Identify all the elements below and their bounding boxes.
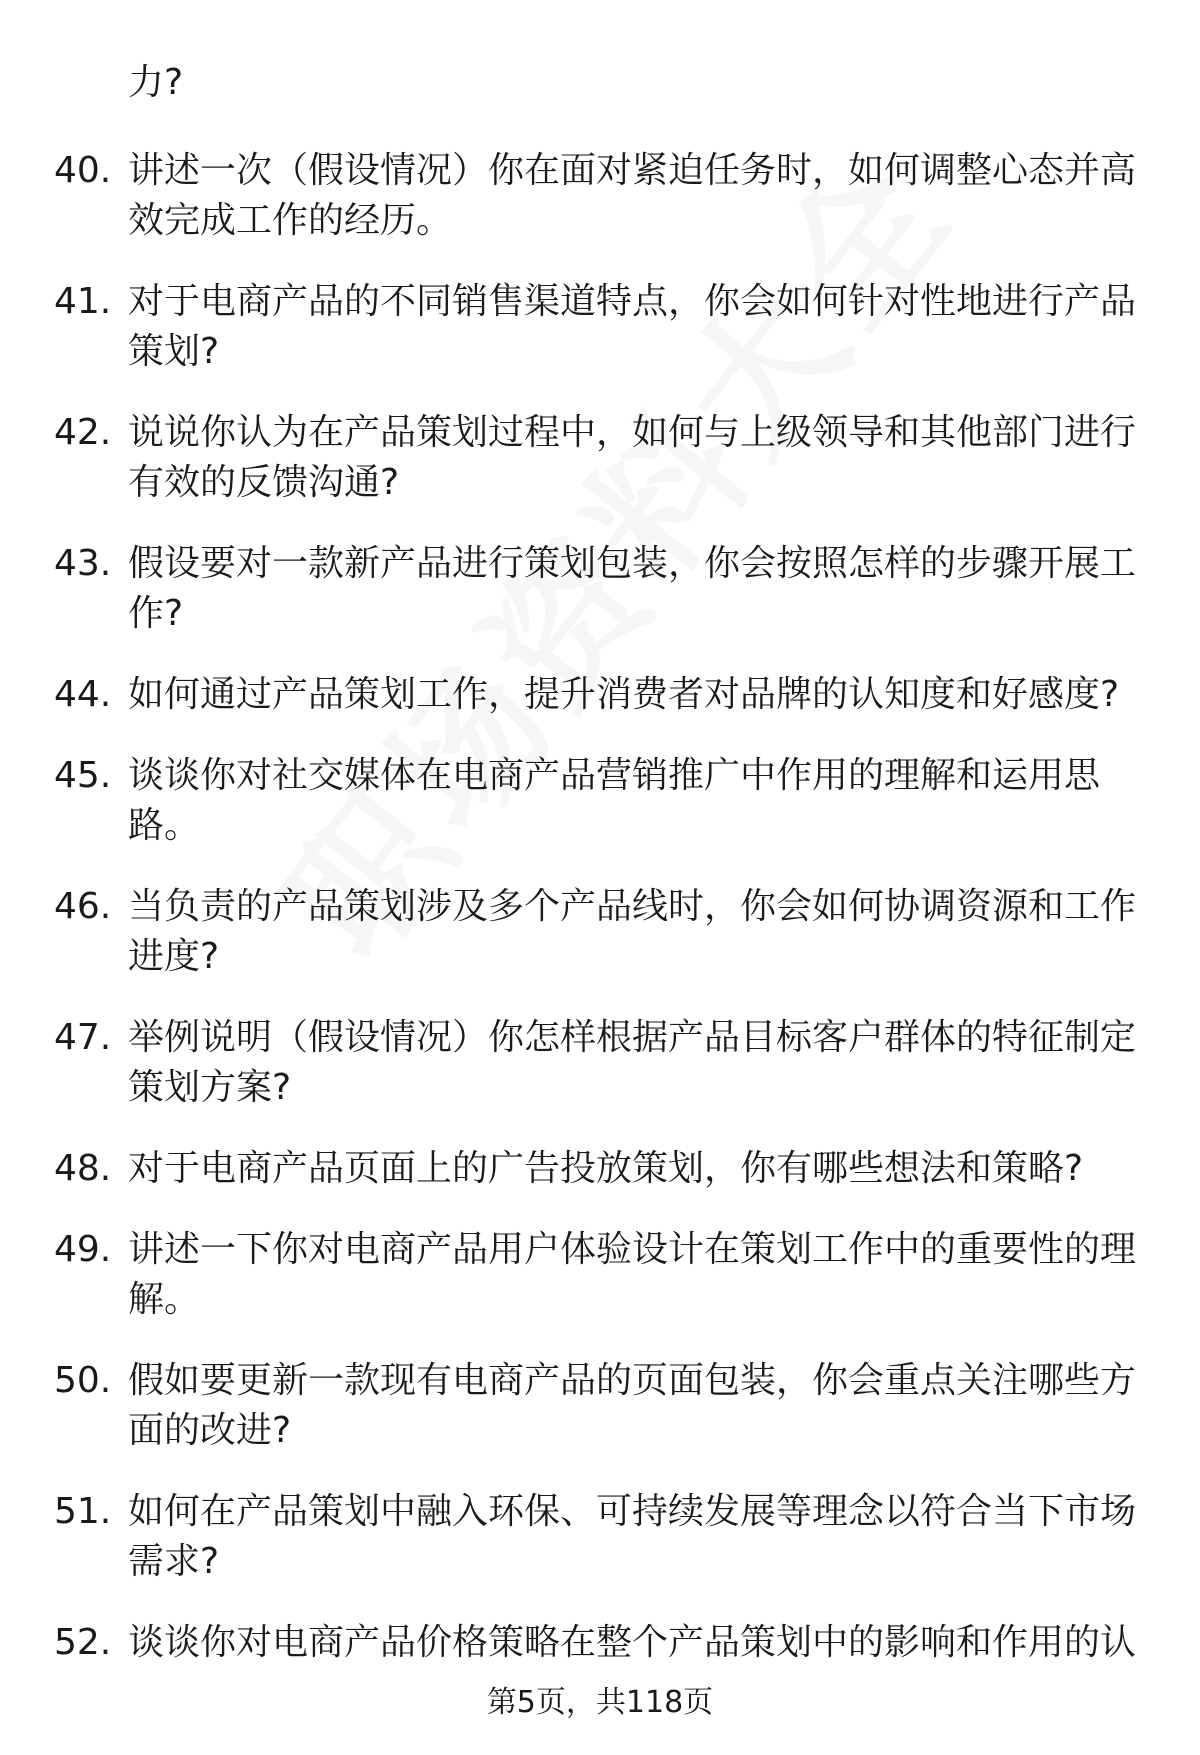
- question-item: [0, 1618, 1140, 1668]
- question-item: [0, 1356, 1140, 1456]
- question-list: [0, 146, 1200, 1668]
- question-item: [0, 1013, 1140, 1113]
- page-content: [0, 58, 1200, 1699]
- question-number: 50.: [54, 1360, 112, 1401]
- question-text: 讲述一次（假设情况）你在面对紧迫任务时，如何调整心态并高效完成工作的经历。: [128, 150, 1137, 241]
- question-text: 如何在产品策划中融入环保、可持续发展等理念以符合当下市场需求?: [128, 1491, 1137, 1582]
- question-number: 45.: [54, 755, 112, 796]
- question-item: [0, 882, 1140, 982]
- question-number: 49.: [54, 1229, 112, 1270]
- question-item: [0, 1487, 1140, 1587]
- question-number: 43.: [54, 543, 112, 584]
- question-item: [0, 277, 1140, 377]
- question-item: [0, 1144, 1140, 1194]
- question-item: [0, 751, 1140, 851]
- question-text: 讲述一下你对电商产品用户体验设计在策划工作中的重要性的理解。: [128, 1229, 1137, 1320]
- question-text: 假如要更新一款现有电商产品的页面包装，你会重点关注哪些方面的改进?: [128, 1360, 1137, 1451]
- question-number: 41.: [54, 281, 112, 322]
- question-number: 44.: [54, 674, 112, 715]
- question-text: 假设要对一款新产品进行策划包装，你会按照怎样的步骤开展工作?: [128, 543, 1137, 634]
- question-text: 当负责的产品策划涉及多个产品线时，你会如何协调资源和工作进度?: [128, 886, 1137, 977]
- question-number: 47.: [54, 1017, 112, 1058]
- question-number: 51.: [54, 1491, 112, 1532]
- question-text: 谈谈你对社交媒体在电商产品营销推广中作用的理解和运用思路。: [128, 755, 1101, 846]
- question-item: [0, 670, 1140, 720]
- question-item: [0, 146, 1140, 246]
- question-number: 46.: [54, 886, 112, 927]
- question-text: 说说你认为在产品策划过程中，如何与上级领导和其他部门进行有效的反馈沟通?: [128, 412, 1137, 503]
- question-text: 谈谈你对电商产品价格策略在整个产品策划中的影响和作用的认: [128, 1622, 1137, 1663]
- question-number: 48.: [54, 1148, 112, 1189]
- question-number: 42.: [54, 412, 112, 453]
- question-number: 52.: [54, 1622, 112, 1663]
- question-number: 40.: [54, 150, 112, 191]
- question-item: [0, 539, 1140, 639]
- question-text: 举例说明（假设情况）你怎样根据产品目标客户群体的特征制定策划方案?: [128, 1017, 1137, 1108]
- question-item: [0, 1225, 1140, 1325]
- question-item: [0, 408, 1140, 508]
- question-text: 对于电商产品的不同销售渠道特点，你会如何针对性地进行产品策划?: [128, 281, 1137, 372]
- continued-question-text: 力?: [128, 62, 184, 103]
- page-footer: 第5页，共118页: [486, 1685, 714, 1720]
- question-text: 如何通过产品策划工作，提升消费者对品牌的认知度和好感度?: [128, 674, 1120, 715]
- question-text: 对于电商产品页面上的广告投放策划，你有哪些想法和策略?: [128, 1148, 1084, 1189]
